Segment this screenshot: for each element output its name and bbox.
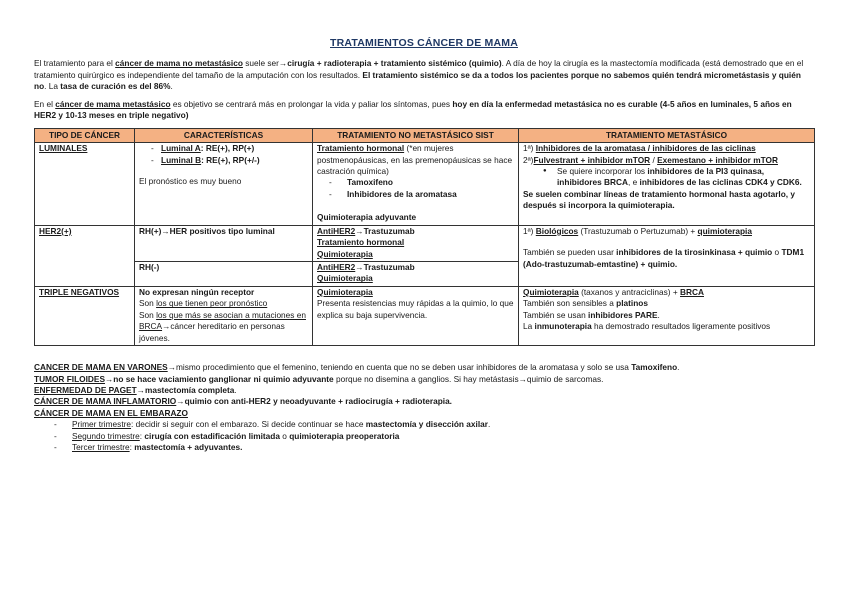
cell-char-luminales: - Luminal A: RE(+), RP(+) - Luminal B: RE(+), RP(+/-) El pronóstico es muy bueno	[135, 143, 313, 226]
intro-paragraph-2: En el cáncer de mama metastásico es objetivo se centrará más en prolongar la vida y paliar los síntomas, pues hoy en día la enfermedad metastásica no es curable (4-5 años en luminales, 5 años en HER2 y 10-13 meses en triple negativo)	[34, 98, 792, 121]
list-item: - Inhibidores de la aromatasa	[317, 189, 514, 200]
cell-char-triple: No expresan ningún receptor Son los que tienen peor pronóstico Son los que más se asocian a mutaciones en BRCA→cáncer hereditario en personas jóvenes.	[135, 286, 313, 345]
table-row-luminales	[35, 143, 815, 226]
header-tipo: TIPO DE CÁNCER	[35, 128, 135, 142]
list-item: - Tamoxifeno	[317, 177, 514, 188]
cell-m-her2: 1ª) Biológicos (Trastuzumab o Pertuzumab) + quimioterapia También se pueden usar inhibidores de la tirosinkinasa + quimio o TDM1 (Ado-trastuzumab-emtastine) + quimio.	[519, 225, 815, 286]
list-item: - Luminal B: RE(+), RP(+/-)	[139, 155, 308, 166]
treatment-table	[34, 128, 815, 346]
cell-char-her2-1: RH(+)→HER positivos tipo luminal	[135, 225, 313, 261]
cell-type-her2: HER2(+)	[35, 225, 135, 286]
cell-m-luminales: 1ª) Inhibidores de la aromatasa / inhibidores de las ciclinas 2ª)Fulvestrant + inhibidor mTOR / Exemestano + inhibidor mTOR ● Se quiere incorporar los inhibidores de la PI3 quinasa, inhibidores BRCA, e inhibidores de las ciclinas CDK4 y CDK6. Se suelen combinar líneas de tratamiento hormonal hasta agotarlo, y después si incorpora la quimioterapia.	[519, 143, 815, 226]
note-embarazo: CÁNCER DE MAMA EN EL EMBARAZO	[34, 407, 188, 418]
list-item: - Segundo trimestre: cirugía con estadificación limitada o quimioterapia preoperatoria	[34, 431, 814, 442]
list-item: ● Se quiere incorporar los inhibidores de la PI3 quinasa, inhibidores BRCA, e inhibidores de las ciclinas CDK4 y CDK6.	[523, 166, 810, 189]
cell-type-luminales: LUMINALES	[35, 143, 135, 226]
note-filoides: TUMOR FILOIDES→no se hace vaciamiento ganglionar ni quimio adyuvante porque no disemina a ganglios. Si hay metástasis→quimio de sarcomas.	[34, 373, 604, 384]
header-no-metastasico: TRATAMIENTO NO METASTÁSICO SIST	[313, 128, 519, 142]
page-title: TRATAMIENTOS CÁNCER DE MAMA	[330, 37, 518, 49]
table-row-triple	[35, 286, 815, 345]
cell-nm-her2-2: AntiHER2→Trastuzumab Quimioterapia	[313, 262, 519, 287]
header-caracteristicas: CARACTERÍSTICAS	[135, 128, 313, 142]
cell-char-her2-2: RH(-)	[135, 262, 313, 287]
list-item: - Tercer trimestre: mastectomía + adyuvantes.	[34, 442, 814, 453]
note-paget: ENFERMEDAD DE PAGET→mastectomía completa.	[34, 384, 237, 395]
notes-section	[34, 362, 814, 454]
cell-nm-triple: Quimioterapia Presenta resistencias muy rápidas a la quimio, lo que explica su baja supervivencia.	[313, 286, 519, 345]
list-item: - Primer trimestre: decidir si seguir con el embarazo. Si decide continuar se hace mastectomía y disección axilar.	[34, 419, 814, 430]
table-row-her2-luminal	[35, 225, 815, 261]
note-varones: CANCER DE MAMA EN VARONES→mismo procedimiento que el femenino, teniendo en cuenta que no se deben usar inhibidores de la aromatasa y solo se usa Tamoxifeno.	[34, 362, 680, 373]
header-metastasico: TRATAMIENTO METASTÁSICO	[519, 128, 815, 142]
list-item: - Luminal A: RE(+), RP(+)	[139, 143, 308, 154]
intro-paragraph-1: El tratamiento para el cáncer de mama no metastásico suele ser→cirugía + radioterapia + tratamiento sistémico (quimio). A día de hoy la cirugía es la mastectomía modificada (está demostrado que en el tratamiento quirúrgico es independiente del tamaño de la amputación con los resultados. El tratamiento sistémico se da a todos los pacientes porque no sabemos quién tendrá micrometástasis y quién no. La tasa de curación es del 86%.	[34, 58, 804, 92]
cell-m-triple: Quimioterapia (taxanos y antraciclinas) + BRCA También son sensibles a platinos También se usan inhibidores PARE. La inmunoterapia ha demostrado resultados ligeramente positivos	[519, 286, 815, 345]
note-inflamatorio: CÁNCER DE MAMA INFLAMATORIO→quimio con anti-HER2 y neoadyuvante + radiocirugía + radioterapia.	[34, 396, 452, 407]
cell-nm-luminales: Tratamiento hormonal (*en mujeres postmenopáusicas, en las premenopáusicas se hace castración química) - Tamoxifeno - Inhibidores de la aromatasa Quimioterapia adyuvante	[313, 143, 519, 226]
document-page	[34, 36, 814, 454]
cell-nm-her2-1: AntiHER2→Trastuzumab Tratamiento hormonal Quimioterapia	[313, 225, 519, 261]
table-header-row	[35, 128, 815, 142]
cell-type-triple: TRIPLE NEGATIVOS	[35, 286, 135, 345]
